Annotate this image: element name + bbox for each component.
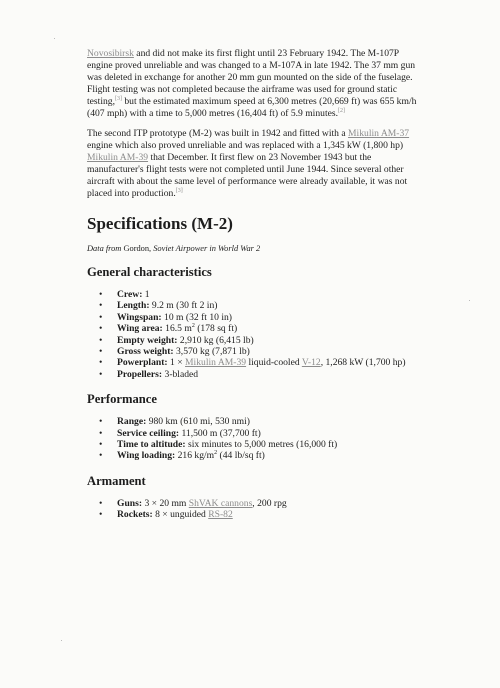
- list-item: • Range: 980 km (610 mi, 530 nmi): [117, 416, 447, 427]
- list-item: • Time to altitude: six minutes to 5,000 metres (16,000 ft): [117, 439, 447, 450]
- link-novosibirsk[interactable]: Novosibirsk: [87, 48, 134, 59]
- list-item: • Powerplant: 1 × Mikulin AM-39 liquid-cooled V-12, 1,268 kW (1,700 hp): [117, 357, 447, 368]
- citation-3[interactable]: [3]: [114, 95, 122, 102]
- list-item: • Wing area: 16.5 $m^2$ (178 sq ft): [117, 323, 447, 334]
- list-item: • Gross weight: 3,570 kg (7,871 lb): [117, 346, 447, 357]
- link-rs-82[interactable]: RS-82: [208, 509, 233, 521]
- list-item: • Propellers: 3-bladed: [117, 369, 447, 380]
- list-item: • Wingspan: 10 m (32 ft 10 in): [117, 312, 447, 323]
- performance-heading: Performance: [87, 392, 157, 407]
- performance-list: [87, 416, 447, 462]
- list-item: • Wing loading: 216 $kg/m^2$ (44 lb/sq ft): [117, 450, 447, 461]
- list-item: • Service ceiling: 11,500 m (37,700 ft): [117, 428, 447, 439]
- general-characteristics-list: [87, 289, 447, 380]
- link-mikulin-am-39[interactable]: Mikulin AM-39: [87, 152, 149, 164]
- list-item: • Length: 9.2 m (30 ft 2 in): [117, 300, 447, 311]
- paragraph-first-prototype: Novosibirsk and did not make its first flight until 23 February 1942. The M-107P engine proved unreliable and was changed to a M-107A in late 1942. The 37 mm gun was deleted in exchange for another 20 mm gun mounted on the side of the fuselage. Flight testing was not completed because the airframe was used for ground static testing,[3] but the estimated maximum speed at 6,300 metres (20,669 ft) was 655 km/h (407 mph) with a time to 5,000 metres (16,404 ft) of 5.9 minutes.[2]: [87, 48, 417, 119]
- specifications-heading: Specifications (M-2): [87, 213, 233, 233]
- general-characteristics-heading: General characteristics: [87, 264, 212, 279]
- armament-heading: Armament: [87, 473, 146, 488]
- list-item: • Crew: 1: [117, 289, 447, 300]
- citation-2[interactable]: [2]: [338, 107, 345, 114]
- article-body: [87, 48, 447, 533]
- list-item: • Guns: 3 × 20 mm ShVAK cannons, 200 rpg: [117, 498, 447, 509]
- link-mikulin-am-39[interactable]: Mikulin AM-39: [185, 357, 247, 369]
- paragraph-second-prototype: The second ITP prototype (M-2) was built in 1942 and fitted with a Mikulin AM-37 engine which also proved unreliable and was replaced with a 1,345 kW (1,800 hp) Mikulin AM-39 that December. It first flew on 23 November 1943 but the manufacturer's flight tests were not completed until June 1944. Since several other aircraft with about the same level of performance were already available, it was not placed into production.[3]: [87, 128, 410, 199]
- citation-3[interactable]: [3]: [175, 187, 183, 194]
- data-source-note: Data from Gordon, Soviet Airpower in World War 2: [87, 243, 261, 253]
- scan-speck: [469, 300, 470, 301]
- link-mikulin-am-37[interactable]: Mikulin AM-37: [348, 128, 410, 140]
- armament-list: [87, 498, 447, 521]
- link-shvak-cannons[interactable]: ShVAK cannons: [188, 497, 253, 509]
- list-item: • Rockets: 8 × unguided RS-82: [117, 509, 447, 520]
- scan-speck: [61, 640, 62, 641]
- list-item: • Empty weight: 2,910 kg (6,415 lb): [117, 335, 447, 346]
- scan-speck: [54, 38, 55, 39]
- link-v-12[interactable]: V-12: [301, 357, 321, 369]
